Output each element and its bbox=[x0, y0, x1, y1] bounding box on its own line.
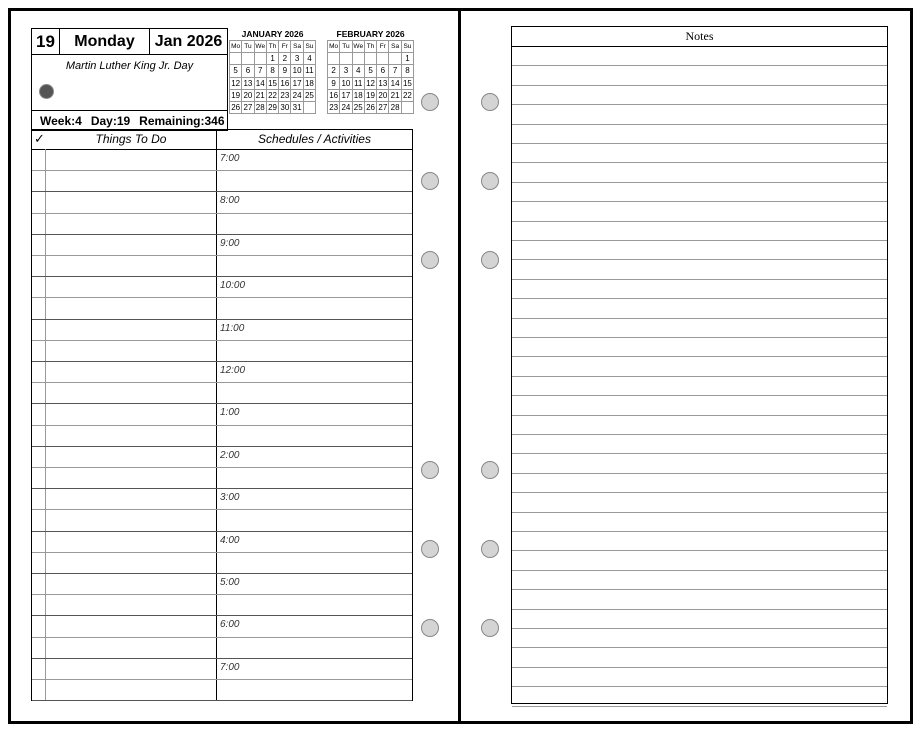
calendar-day bbox=[242, 53, 254, 65]
calendar-day bbox=[389, 53, 401, 65]
calendar-day: 27 bbox=[242, 102, 254, 114]
grid-row-line bbox=[32, 467, 412, 468]
time-label: 4:00 bbox=[220, 534, 240, 546]
binder-hole-icon bbox=[421, 619, 439, 637]
grid-row-line bbox=[32, 425, 412, 426]
time-label: 3:00 bbox=[220, 492, 240, 504]
calendar-day: 21 bbox=[389, 90, 401, 102]
binder-hole-icon bbox=[421, 461, 439, 479]
note-line bbox=[512, 395, 887, 396]
calendar-day: 13 bbox=[377, 78, 389, 90]
binder-hole-icon bbox=[421, 93, 439, 111]
note-line bbox=[512, 453, 887, 454]
calendar-day: 10 bbox=[291, 65, 303, 77]
weekday-header: Tu bbox=[340, 41, 352, 53]
grid-row-line bbox=[32, 170, 412, 171]
month-year-label: Jan 2026 bbox=[149, 28, 228, 55]
time-label: 7:00 bbox=[220, 661, 240, 673]
weekday-header: Tu bbox=[242, 41, 254, 53]
grid-row-line bbox=[32, 382, 412, 383]
note-line bbox=[512, 279, 887, 280]
grid-row-line bbox=[32, 531, 412, 532]
grid-row-line bbox=[32, 276, 412, 277]
weekday-header: Th bbox=[365, 41, 377, 53]
binder-hole-icon bbox=[481, 251, 499, 269]
note-line bbox=[512, 143, 887, 144]
calendar-day: 26 bbox=[365, 102, 377, 114]
time-label: 7:00 bbox=[220, 153, 240, 164]
note-line bbox=[512, 240, 887, 241]
binder-hole-icon bbox=[421, 172, 439, 190]
note-line bbox=[512, 473, 887, 474]
calendar-day: 30 bbox=[279, 102, 291, 114]
grid-row-line bbox=[32, 488, 412, 489]
calendar-day: 2 bbox=[279, 53, 291, 65]
calendar-day bbox=[328, 53, 340, 65]
time-label: 2:00 bbox=[220, 449, 240, 461]
day-number: 19 bbox=[31, 28, 60, 55]
note-line bbox=[512, 85, 887, 86]
time-label: 9:00 bbox=[220, 237, 240, 249]
binder-hole-icon bbox=[421, 540, 439, 558]
calendar-day: 17 bbox=[291, 78, 303, 90]
note-line bbox=[512, 104, 887, 105]
holiday-box bbox=[31, 54, 228, 131]
notes-box bbox=[511, 26, 888, 704]
weekday-header: Sa bbox=[389, 41, 401, 53]
note-line bbox=[512, 162, 887, 163]
mini-calendar-title: FEBRUARY 2026 bbox=[336, 29, 405, 39]
note-line bbox=[512, 337, 887, 338]
note-line bbox=[512, 706, 887, 707]
calendar-day: 15 bbox=[267, 78, 279, 90]
calendar-day: 13 bbox=[242, 78, 254, 90]
holiday-text: Martin Luther King Jr. Day bbox=[65, 60, 194, 72]
binder-hole-icon bbox=[481, 93, 499, 111]
weekday-label: Monday bbox=[59, 28, 150, 55]
mini-calendar-grid bbox=[229, 40, 316, 114]
note-line bbox=[512, 434, 887, 435]
calendar-day: 24 bbox=[340, 102, 352, 114]
grid-row-line bbox=[32, 552, 412, 553]
note-line bbox=[512, 298, 887, 299]
calendar-day: 5 bbox=[365, 65, 377, 77]
grid-row-line bbox=[32, 361, 412, 362]
calendar-day: 18 bbox=[304, 78, 316, 90]
note-line bbox=[512, 65, 887, 66]
calendar-day: 3 bbox=[340, 65, 352, 77]
note-line bbox=[512, 512, 887, 513]
calendar-day: 11 bbox=[304, 65, 316, 77]
note-line bbox=[512, 492, 887, 493]
grid-row-line bbox=[32, 700, 412, 701]
time-label: 8:00 bbox=[220, 195, 240, 207]
mini-calendar-title: JANUARY 2026 bbox=[241, 29, 304, 39]
weekday-header: Fr bbox=[377, 41, 389, 53]
note-line bbox=[512, 667, 887, 668]
calendar-day bbox=[230, 53, 242, 65]
week-info-bar bbox=[32, 110, 227, 131]
note-line bbox=[512, 182, 887, 183]
time-label: 6:00 bbox=[220, 619, 240, 631]
note-line bbox=[512, 609, 887, 610]
calendar-day bbox=[402, 102, 414, 114]
calendar-day: 14 bbox=[255, 78, 267, 90]
mini-calendar-grid bbox=[327, 40, 414, 114]
calendar-day bbox=[304, 102, 316, 114]
calendar-day: 28 bbox=[255, 102, 267, 114]
calendar-day: 8 bbox=[402, 65, 414, 77]
things-to-do-header: Things To Do bbox=[95, 132, 167, 146]
grid-row-line bbox=[32, 297, 412, 298]
calendar-day: 9 bbox=[279, 65, 291, 77]
calendar-day: 2 bbox=[328, 65, 340, 77]
calendar-day: 22 bbox=[402, 90, 414, 102]
calendar-day: 31 bbox=[291, 102, 303, 114]
mini-calendar-january bbox=[229, 28, 316, 114]
grid-row-line bbox=[32, 340, 412, 341]
daily-grid bbox=[31, 129, 413, 701]
note-line bbox=[512, 356, 887, 357]
time-label: 12:00 bbox=[220, 365, 246, 376]
time-label: 11:00 bbox=[220, 322, 245, 334]
grid-row-line bbox=[32, 594, 412, 595]
weekday-header: Fr bbox=[279, 41, 291, 53]
calendar-day: 25 bbox=[353, 102, 365, 114]
weekday-header: Th bbox=[267, 41, 279, 53]
binder-hole-icon bbox=[481, 461, 499, 479]
grid-row-line bbox=[32, 679, 412, 680]
calendar-day: 25 bbox=[304, 90, 316, 102]
calendar-day: 23 bbox=[279, 90, 291, 102]
calendar-day: 1 bbox=[402, 53, 414, 65]
calendar-day: 24 bbox=[291, 90, 303, 102]
note-line bbox=[512, 201, 887, 202]
grid-row-line bbox=[32, 658, 412, 659]
calendar-day: 19 bbox=[365, 90, 377, 102]
weekday-header: We bbox=[255, 41, 267, 53]
note-line bbox=[512, 647, 887, 648]
grid-row-line bbox=[32, 319, 412, 320]
notes-title: Notes bbox=[512, 27, 887, 47]
weekday-header: Mo bbox=[230, 41, 242, 53]
note-line bbox=[512, 589, 887, 590]
weekday-header: We bbox=[353, 41, 365, 53]
calendar-day: 6 bbox=[377, 65, 389, 77]
calendar-day: 6 bbox=[242, 65, 254, 77]
calendar-day: 12 bbox=[230, 78, 242, 90]
note-line bbox=[512, 376, 887, 377]
note-line bbox=[512, 531, 887, 532]
calendar-day: 5 bbox=[230, 65, 242, 77]
note-line bbox=[512, 259, 887, 260]
note-line bbox=[512, 221, 887, 222]
checkmark-icon: ✓ bbox=[34, 131, 45, 146]
time-label: 1:00 bbox=[220, 407, 240, 419]
calendar-day: 23 bbox=[328, 102, 340, 114]
calendar-day: 29 bbox=[267, 102, 279, 114]
calendar-day: 28 bbox=[389, 102, 401, 114]
new-moon-icon bbox=[39, 84, 54, 99]
calendar-day: 7 bbox=[255, 65, 267, 77]
calendar-day: 15 bbox=[402, 78, 414, 90]
calendar-day: 26 bbox=[230, 102, 242, 114]
note-line bbox=[512, 415, 887, 416]
weekday-header: Sa bbox=[291, 41, 303, 53]
grid-row-line bbox=[32, 234, 412, 235]
calendar-day: 10 bbox=[340, 78, 352, 90]
calendar-day: 3 bbox=[291, 53, 303, 65]
calendar-day: 17 bbox=[340, 90, 352, 102]
note-line bbox=[512, 124, 887, 125]
grid-row-line bbox=[32, 255, 412, 256]
time-label: 10:00 bbox=[220, 280, 246, 292]
grid-row-line bbox=[32, 573, 412, 574]
grid-row-line bbox=[32, 403, 412, 404]
day-of-year: Day:19 bbox=[90, 114, 131, 128]
calendar-day bbox=[340, 53, 352, 65]
weekday-header: Mo bbox=[328, 41, 340, 53]
calendar-day: 18 bbox=[353, 90, 365, 102]
calendar-day: 8 bbox=[267, 65, 279, 77]
calendar-day: 16 bbox=[328, 90, 340, 102]
calendar-day bbox=[353, 53, 365, 65]
grid-row-line bbox=[32, 213, 412, 214]
calendar-day: 22 bbox=[267, 90, 279, 102]
week-number: Week:4 bbox=[40, 114, 82, 128]
calendar-day: 19 bbox=[230, 90, 242, 102]
note-line bbox=[512, 550, 887, 551]
binder-hole-icon bbox=[481, 540, 499, 558]
note-line bbox=[512, 570, 887, 571]
calendar-day: 11 bbox=[353, 78, 365, 90]
calendar-day: 27 bbox=[377, 102, 389, 114]
grid-row-line bbox=[32, 191, 412, 192]
note-line bbox=[512, 628, 887, 629]
calendar-day: 12 bbox=[365, 78, 377, 90]
binder-hole-icon bbox=[421, 251, 439, 269]
calendar-day bbox=[365, 53, 377, 65]
grid-row-line bbox=[32, 615, 412, 616]
calendar-day: 21 bbox=[255, 90, 267, 102]
grid-row-line bbox=[32, 446, 412, 447]
calendar-day: 4 bbox=[304, 53, 316, 65]
calendar-day: 9 bbox=[328, 78, 340, 90]
calendar-day: 16 bbox=[279, 78, 291, 90]
note-line bbox=[512, 318, 887, 319]
grid-row-line bbox=[32, 637, 412, 638]
calendar-day bbox=[255, 53, 267, 65]
grid-header bbox=[32, 130, 412, 150]
grid-row-line bbox=[32, 509, 412, 510]
note-line bbox=[512, 686, 887, 687]
calendar-day: 4 bbox=[353, 65, 365, 77]
binder-hole-icon bbox=[481, 172, 499, 190]
weekday-header: Su bbox=[304, 41, 316, 53]
calendar-day: 14 bbox=[389, 78, 401, 90]
schedules-header: Schedules / Activities bbox=[258, 132, 371, 146]
days-remaining: Remaining:346 bbox=[139, 114, 225, 128]
calendar-day bbox=[377, 53, 389, 65]
calendar-day: 1 bbox=[267, 53, 279, 65]
binder-hole-icon bbox=[481, 619, 499, 637]
calendar-day: 20 bbox=[377, 90, 389, 102]
mini-calendar-february bbox=[327, 28, 414, 114]
time-label: 5:00 bbox=[220, 577, 240, 588]
calendar-day: 20 bbox=[242, 90, 254, 102]
weekday-header: Su bbox=[402, 41, 414, 53]
calendar-day: 7 bbox=[389, 65, 401, 77]
